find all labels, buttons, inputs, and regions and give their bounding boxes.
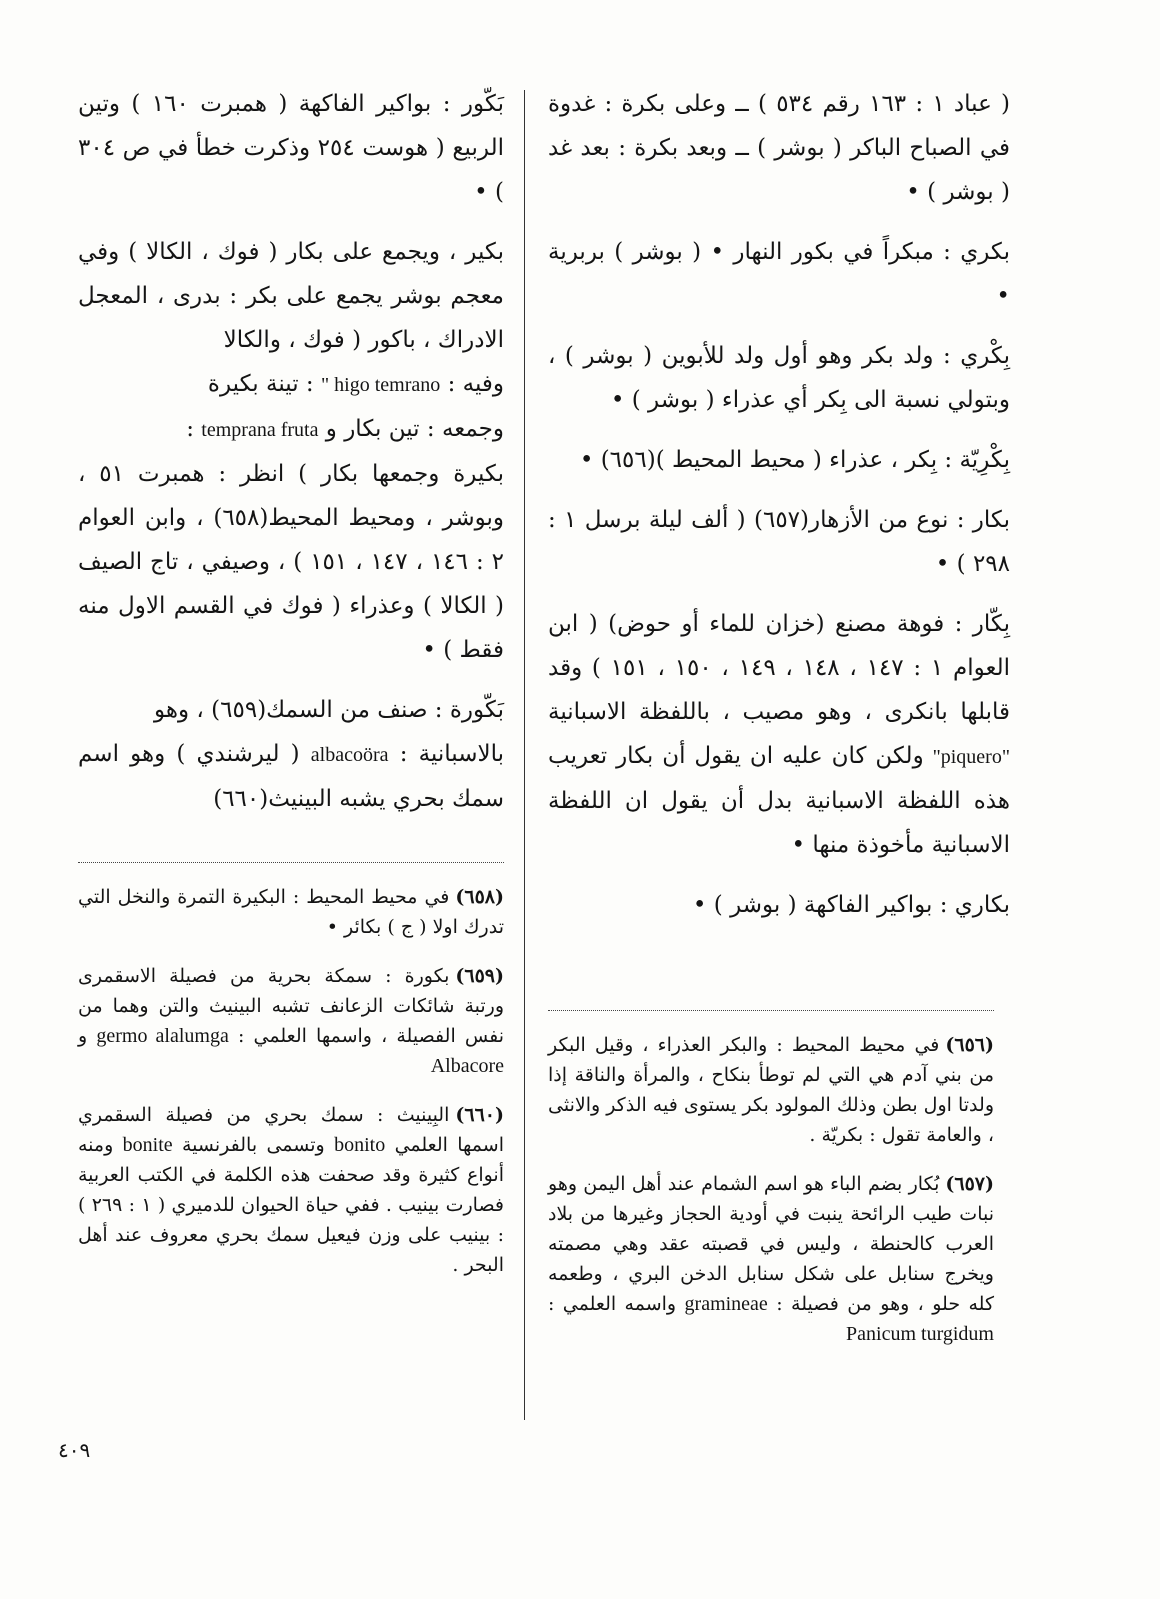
footnote-657: (٦٥٧)بُكار بضم الباء هو اسم الشمام عند أهل اليمن وهو نبات طيب الرائحة ينبت في أودية الحجاز وغيرها من بلاد العرب كالحنطة ، وليس في قصبته عقد وهي مصمته ويخرج سنابل على شكل سنابل الدخن البري ، وطعمه كله حلو ، وهو من فصيلة : gramineae واسمه العلمي : Panicum turgidum xyxy=(548,1173,995,1345)
footnote-658: (٦٥٨)في محيط المحيط : البكيرة التمرة والنخل التي تدرك اولا ( ج ) بكائر • xyxy=(78,886,504,938)
right-column xyxy=(548,82,1010,943)
footnote-660: (٦٦٠)البِينيث : سمك بحري من فصيلة السقمري اسمها العلمي bonito وتسمى بالفرنسية bonite ومنه أنواع كثيرة وقد صحفت هذه الكلمة في الكتب العربية فصارت بينيب . ففي حياة الحيوان للدميري ( ١ : ٢٦٩ ) : بينيب على وزن فيعيل سمك بحري معروف عند أهل البحر . xyxy=(78,1104,505,1276)
entry-bakari: بكاري : بواكير الفاكهة ( بوشر ) • xyxy=(692,892,1010,918)
entry-bukayra: بكيرة وجمعها بكار ) انظر : همبرت ٥١ ، وبوشر ، ومحيط المحيط(٦٥٨) ، وابن العوام ٢ : ١٤٦ ، ١٤٧ ، ١٥١ ) ، وصيفي ، تاج الصيف ( الكالا ) وعذراء ( فوك في القسم الاول منه فقط ) • xyxy=(78,461,505,663)
footnotes-right xyxy=(548,1000,994,1359)
latin-term: " higo temrano xyxy=(321,374,441,396)
entry-spanish: بالاسبانية : albacoöra ( ليرشندي ) وهو اسم سمك بحري يشبه البينيث(٦٦٠) xyxy=(78,741,505,812)
entry-bakkur: بَكّور : بواكير الفاكهة ( همبرت ١٦٠ ) وتين الربيع ( هوست ٢٥٤ وذكرت خطأ في ص ٣٠٤ ) • xyxy=(78,91,504,205)
left-column xyxy=(78,82,504,837)
entry-abad: ( عباد ١ : ١٦٣ رقم ٥٣٤ ) ــ وعلى بكرة : غدوة في الصباح الباكر ( بوشر ) ــ وبعد بكرة : بعد غد ( بوشر ) • xyxy=(548,91,1010,205)
latin-term: albacoöra xyxy=(310,744,389,766)
entry-bakri: بكري : مبكراً في بكور النهار • ( بوشر ) بربرية • xyxy=(548,239,1010,309)
entry-bukayr: بكير ، ويجمع على بكار ( فوك ، الكالا ) وفي معجم بوشر يجمع على بكر : بدرى ، المعجل الادراك ، باكور ( فوك ، والكالا xyxy=(78,239,504,353)
latin-term: bonite xyxy=(122,1134,173,1156)
footnote-separator xyxy=(548,1010,994,1011)
latin-term: "piquero" xyxy=(932,746,1010,768)
entry-bakkura: بَكّورة : صنف من السمك(٦٥٩) ، وهو xyxy=(153,697,504,723)
footnote-separator xyxy=(78,862,504,863)
footnote-656: (٦٥٦)في محيط المحيط : والبكر العذراء ، وقيل البكر من بني آدم هي التي لم توطأ بنكاح ، والمرأة والناقة إذا ولدتا اول بطن وذلك المولود بكر يستوى فيه الذكر والانثى ، والعامة تقول : بكريّة . xyxy=(548,1034,994,1146)
footnotes-left xyxy=(78,852,504,1290)
latin-term: temprana fruta xyxy=(201,419,319,441)
entry-bikriya: بِكْرِيّة : بِكر ، عذراء ( محيط المحيط )(٦٥٦) • xyxy=(579,447,1010,473)
page-number: ٤٠٩ xyxy=(58,1438,91,1462)
latin-term: germo alalumga xyxy=(96,1025,229,1047)
entry-bikkar: بِكّار : فوهة مصنع (خزان للماء أو حوض) ( ابن العوام ١ : ١٤٧ ، ١٤٨ ، ١٤٩ ، ١٥٠ ، ١٥١ ) وقد قابلها بانكرى ، وهو مصيب ، باللفظة الاسبانية "piquero" ولكن كان عليه ان يقول أن بكار تعريب هذه اللفظة الاسبانية بدل أن يقول ان اللفظة الاسبانية مأخوذة منها • xyxy=(548,611,1011,858)
latin-term: Albacore xyxy=(430,1055,504,1077)
latin-term: gramineae xyxy=(684,1293,768,1315)
entry-bikri: بِكْري : ولد بكر وهو أول ولد للأبوين ( بوشر ) ، وبتولي نسبة الى بِكر أي عذراء ( بوشر ) • xyxy=(548,343,1010,413)
latin-term: Panicum turgidum xyxy=(846,1323,994,1345)
entry-bakkar-flower: بكار : نوع من الأزهار(٦٥٧) ( ألف ليلة برسل ١ : ٢٩٨ ) • xyxy=(548,507,1011,577)
entry-wafih: وفيه : " higo temrano : تينة بكيرة xyxy=(207,371,504,397)
column-divider xyxy=(524,90,525,1420)
latin-term: bonito xyxy=(334,1134,386,1156)
entry-jamuh: وجمعه : تين بكار و temprana fruta : xyxy=(186,416,504,442)
footnote-659: (٦٥٩)بكورة : سمكة بحرية من فصيلة الاسقمرى ورتبة شائكات الزعانف تشبه البينيث والتن وهما من نفس الفصيلة ، واسمها العلمي : germo alalumga و Albacore xyxy=(78,965,504,1077)
